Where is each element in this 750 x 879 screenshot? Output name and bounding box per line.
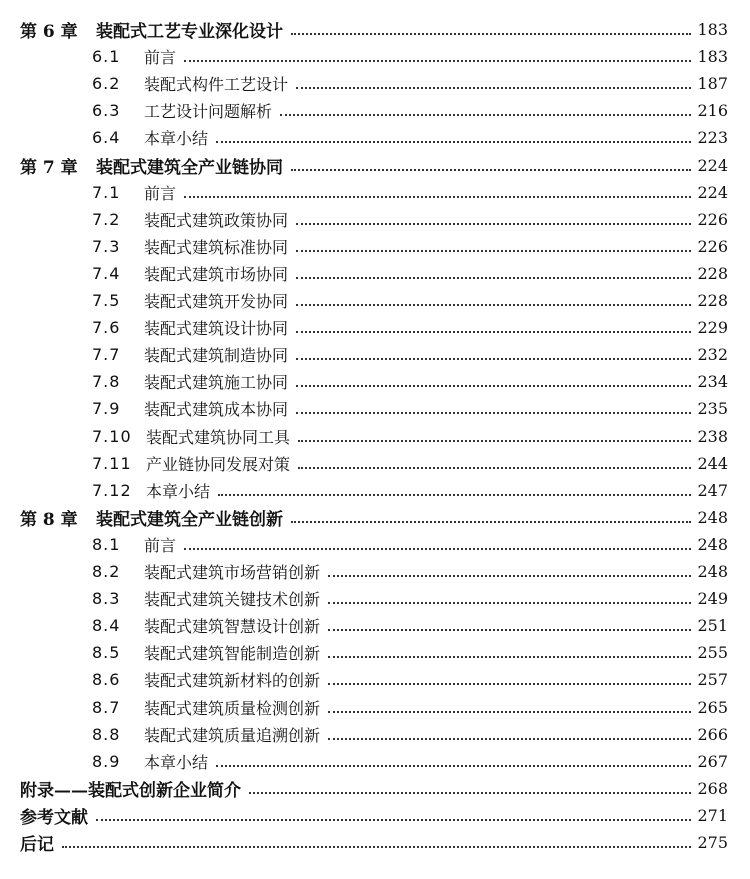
page-number: 187 — [697, 74, 728, 94]
page-number: 232 — [697, 345, 728, 365]
toc-section-7-7[interactable] — [0, 341, 750, 368]
section-title: 装配式建筑成本协同 — [144, 400, 289, 420]
toc-section-8-8[interactable] — [0, 721, 750, 748]
section-title: 装配式构件工艺设计 — [144, 75, 289, 95]
toc-section-7-1[interactable] — [0, 179, 750, 206]
section-title: 本章小结 — [144, 129, 209, 149]
page-number: 235 — [697, 399, 728, 419]
toc-appendix[interactable] — [0, 775, 750, 802]
section-title: 本章小结 — [146, 481, 211, 501]
toc-references[interactable] — [0, 802, 750, 829]
toc-section-8-6[interactable] — [0, 666, 750, 693]
toc-section-7-3[interactable] — [0, 233, 750, 260]
toc-section-8-4[interactable] — [0, 612, 750, 639]
page-number: 265 — [697, 697, 728, 717]
dot-leader — [280, 114, 691, 116]
chapter-number: 第 7 章 — [20, 157, 78, 178]
toc-section-7-9[interactable] — [0, 395, 750, 422]
toc-section-7-6[interactable] — [0, 314, 750, 341]
toc-section-7-12[interactable] — [0, 477, 750, 504]
page-number: 275 — [697, 833, 728, 852]
toc-postscript[interactable] — [0, 829, 750, 856]
page-number: 224 — [697, 182, 728, 202]
chapter-number: 第 8 章 — [20, 509, 78, 530]
dot-leader — [296, 385, 691, 387]
toc-section-7-4[interactable] — [0, 260, 750, 287]
section-number: 8.2 — [92, 562, 121, 581]
section-title: 装配式建筑制造协同 — [144, 346, 289, 366]
section-title: 前言 — [144, 48, 177, 68]
dot-leader — [296, 87, 691, 89]
section-number: 6.3 — [92, 101, 121, 121]
page-number: 248 — [697, 562, 728, 581]
dot-leader — [296, 304, 691, 306]
page-number: 251 — [697, 616, 728, 636]
dot-leader — [328, 683, 691, 685]
section-title: 前言 — [144, 183, 177, 203]
toc-section-7-11[interactable] — [0, 450, 750, 477]
page-number: 247 — [697, 480, 728, 500]
section-number: 6.4 — [92, 128, 121, 148]
dot-leader — [184, 196, 691, 198]
section-number: 8.9 — [92, 751, 121, 771]
section-title: 工艺设计问题解析 — [144, 102, 273, 122]
page-number: 244 — [697, 453, 728, 473]
dot-leader — [296, 412, 691, 414]
section-number: 7.1 — [92, 182, 121, 202]
dot-leader — [291, 521, 691, 523]
toc-section-8-9[interactable] — [0, 748, 750, 775]
toc-section-8-3[interactable] — [0, 585, 750, 612]
section-number: 7.8 — [92, 372, 121, 392]
page-number: 183 — [697, 47, 728, 67]
toc-section-8-2[interactable] — [0, 558, 750, 585]
toc-section-6-2[interactable] — [0, 70, 750, 97]
dot-leader — [184, 548, 691, 550]
section-number: 7.3 — [92, 236, 121, 256]
page-number: 268 — [697, 778, 728, 798]
section-title: 装配式建筑开发协同 — [144, 292, 289, 311]
page-number: 226 — [697, 209, 728, 229]
matter-title: 参考文献 — [20, 807, 88, 828]
dot-leader — [62, 846, 691, 848]
matter-title: 附录——装配式创新企业简介 — [20, 780, 241, 801]
section-title: 产业链协同发展对策 — [146, 454, 291, 474]
dot-leader — [96, 819, 691, 821]
page-number: 229 — [697, 318, 728, 338]
page-number: 183 — [697, 20, 728, 39]
section-title: 装配式建筑政策协同 — [144, 210, 289, 230]
toc-chapter-8[interactable] — [0, 504, 750, 531]
section-title: 装配式建筑协同工具 — [146, 427, 291, 447]
dot-leader — [328, 575, 691, 577]
dot-leader — [249, 792, 691, 794]
section-title: 装配式建筑标准协同 — [144, 237, 289, 257]
page-number: 224 — [697, 155, 728, 175]
section-number: 8.4 — [92, 616, 121, 636]
page-number: 223 — [697, 128, 728, 148]
toc-chapter-7[interactable] — [0, 152, 750, 179]
section-title: 装配式建筑智慧设计创新 — [144, 617, 321, 637]
page-number: 249 — [697, 589, 728, 609]
section-number: 7.7 — [92, 345, 121, 365]
section-number: 7.4 — [92, 263, 121, 283]
dot-leader — [216, 765, 691, 767]
section-title: 装配式建筑智能制造创新 — [144, 644, 321, 664]
section-number: 8.6 — [92, 670, 121, 690]
dot-leader — [296, 277, 691, 279]
section-title: 装配式建筑关键技术创新 — [144, 590, 321, 610]
page-number: 267 — [697, 751, 728, 771]
dot-leader — [296, 358, 691, 360]
toc-section-7-5[interactable] — [0, 287, 750, 314]
dot-leader — [296, 223, 691, 225]
section-number: 7.6 — [92, 318, 121, 338]
section-number: 7.10 — [92, 426, 132, 446]
section-title: 前言 — [144, 535, 177, 555]
toc-section-7-10[interactable] — [0, 423, 750, 450]
chapter-title: 装配式工艺专业深化设计 — [96, 22, 283, 42]
page-number: 228 — [697, 291, 728, 310]
section-number: 7.11 — [92, 453, 132, 473]
section-number: 7.12 — [92, 480, 132, 500]
section-number: 8.3 — [92, 589, 121, 609]
section-number: 6.2 — [92, 74, 121, 94]
section-title: 装配式建筑质量检测创新 — [144, 698, 321, 718]
chapter-title: 装配式建筑全产业链协同 — [96, 157, 283, 178]
chapter-number: 第 6 章 — [20, 22, 78, 42]
dot-leader — [298, 440, 691, 442]
page-number: 271 — [697, 805, 728, 825]
toc-section-8-5[interactable] — [0, 639, 750, 666]
page-number: 234 — [697, 372, 728, 392]
page-number: 216 — [697, 101, 728, 121]
section-number: 7.9 — [92, 399, 121, 419]
page-number: 257 — [697, 670, 728, 690]
dot-leader — [328, 711, 691, 713]
toc-section-7-8[interactable] — [0, 368, 750, 395]
dot-leader — [291, 169, 691, 171]
dot-leader — [328, 738, 691, 740]
dot-leader — [291, 33, 691, 35]
section-number: 8.1 — [92, 534, 121, 554]
section-title: 装配式建筑新材料的创新 — [144, 671, 321, 691]
section-title: 装配式建筑施工协同 — [144, 373, 289, 393]
section-title: 装配式建筑质量追溯创新 — [144, 725, 321, 745]
toc-section-6-4[interactable] — [0, 124, 750, 151]
dot-leader — [296, 331, 691, 333]
dot-leader — [328, 602, 691, 604]
toc-chapter-6[interactable] — [0, 16, 750, 43]
dot-leader — [218, 494, 691, 496]
toc-section-8-1[interactable] — [0, 531, 750, 558]
dot-leader — [184, 60, 691, 62]
section-number: 6.1 — [92, 47, 121, 67]
toc-section-7-2[interactable] — [0, 206, 750, 233]
section-number: 7.2 — [92, 209, 121, 229]
page-number: 238 — [697, 426, 728, 446]
page-number: 248 — [697, 534, 728, 554]
section-number: 8.5 — [92, 643, 121, 663]
page-number: 228 — [697, 263, 728, 283]
section-title: 装配式建筑市场营销创新 — [144, 563, 321, 582]
section-number: 8.7 — [92, 697, 121, 717]
toc-section-6-3[interactable] — [0, 97, 750, 124]
dot-leader — [296, 250, 691, 252]
page-number: 255 — [697, 643, 728, 663]
dot-leader — [328, 656, 691, 658]
section-title: 装配式建筑设计协同 — [144, 319, 289, 339]
dot-leader — [216, 141, 691, 143]
chapter-title: 装配式建筑全产业链创新 — [96, 509, 283, 530]
page-number: 266 — [697, 724, 728, 744]
dot-leader — [328, 629, 691, 631]
page-number: 226 — [697, 236, 728, 256]
section-number: 7.5 — [92, 291, 121, 310]
toc-section-8-7[interactable] — [0, 694, 750, 721]
matter-title: 后记 — [20, 835, 54, 855]
page-number: 248 — [697, 507, 728, 527]
section-title: 装配式建筑市场协同 — [144, 264, 289, 284]
section-number: 8.8 — [92, 724, 121, 744]
dot-leader — [298, 467, 691, 469]
toc-section-6-1[interactable] — [0, 43, 750, 70]
section-title: 本章小结 — [144, 752, 209, 772]
